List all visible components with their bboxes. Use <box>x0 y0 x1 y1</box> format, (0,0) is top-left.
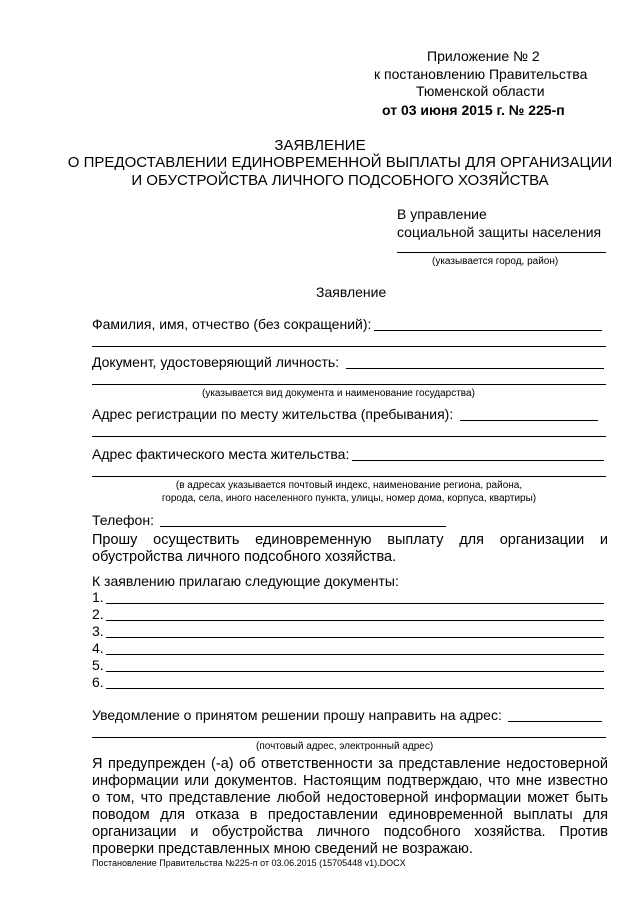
fact-address-field-line[interactable] <box>352 460 604 461</box>
title-line2: О ПРЕДОСТАВЛЕНИИ ЕДИНОВРЕМЕННОЙ ВЫПЛАТЫ ДЛЯ ОРГАНИЗАЦИИ <box>67 154 613 171</box>
document-hint: (указывается вид документа и наименование государства) <box>202 388 475 399</box>
notification-hint: (почтовый адрес, электронный адрес) <box>256 741 434 752</box>
addressee-field-line[interactable] <box>397 252 606 253</box>
declaration-paragraph: Я предупрежден (-а) об ответственности за представление недостоверной информации или документов. Настоящим подтверждаю, что мне известно о том, что представление любой недостоверной информации может быть поводом для отказа в предоставлении единовременной выплаты для организации и обустройства личного подсобного хозяйства. Против проверки представленных мною сведений не возражаю. <box>92 756 608 857</box>
document-field-line-2[interactable] <box>92 384 606 385</box>
attachment-field-line[interactable] <box>106 671 604 672</box>
reg-address-field-line[interactable] <box>460 420 598 421</box>
attachment-field-line[interactable] <box>106 654 604 655</box>
address-hint-1: (в адресах указывается почтовый индекс, наименование региона, района, <box>175 480 523 491</box>
appendix-region: Тюменской области <box>416 83 545 99</box>
notification-label: Уведомление о принятом решении прошу направить на адрес: <box>92 707 502 723</box>
addressee-line2: социальной защиты населения <box>397 224 602 240</box>
fio-field-line-2[interactable] <box>92 346 606 347</box>
attachment-field-line[interactable] <box>106 620 604 621</box>
phone-label: Телефон: <box>92 512 154 528</box>
appendix-resolution: к постановлению Правительства <box>374 66 588 82</box>
title-line1: ЗАЯВЛЕНИЕ <box>274 137 366 154</box>
fio-label: Фамилия, имя, отчество (без сокращений): <box>92 316 372 332</box>
notification-field-line-2[interactable] <box>92 737 606 738</box>
appendix-date: от 03 июня 2015 г. № 225-п <box>382 102 565 118</box>
attachment-number: 4. <box>92 640 104 656</box>
attachment-field-line[interactable] <box>106 637 604 638</box>
attachment-number: 6. <box>92 674 104 690</box>
address-hint-2: города, села, иного населенного пункта, улицы, номер дома, корпуса, квартиры) <box>161 493 537 504</box>
footer-reference: Постановление Правительства №225-п от 03.06.2015 (15705448 v1).DOCX <box>92 858 406 868</box>
document-label: Документ, удостоверяющий личность: <box>92 354 340 370</box>
subtitle: Заявление <box>316 284 387 300</box>
addressee-line1: В управление <box>397 206 487 222</box>
phone-field-line[interactable] <box>160 526 446 527</box>
fact-address-field-line-2[interactable] <box>92 476 606 477</box>
attachment-number: 1. <box>92 589 104 605</box>
reg-address-field-line-2[interactable] <box>92 436 606 437</box>
fio-field-line[interactable] <box>374 330 602 331</box>
attachment-field-line[interactable] <box>106 603 604 604</box>
attachment-number: 5. <box>92 657 104 673</box>
attachment-number: 2. <box>92 606 104 622</box>
appendix-number: Приложение № 2 <box>427 48 540 64</box>
request-paragraph: Прошу осуществить единовременную выплату для организации и обустройства личного подсобного хозяйства. <box>92 532 608 565</box>
reg-address-label: Адрес регистрации по месту жительства (пребывания): <box>92 406 454 422</box>
notification-field-line[interactable] <box>508 721 602 722</box>
attachment-number: 3. <box>92 623 104 639</box>
addressee-hint: (указывается город, район) <box>432 256 559 267</box>
title-line3: И ОБУСТРОЙСТВА ЛИЧНОГО ПОДСОБНОГО ХОЗЯЙСТВА <box>131 172 549 189</box>
attachment-field-line[interactable] <box>106 688 604 689</box>
attachments-label: К заявлению прилагаю следующие документы: <box>92 573 399 589</box>
fact-address-label: Адрес фактического места жительства: <box>92 446 350 462</box>
document-field-line[interactable] <box>346 368 604 369</box>
